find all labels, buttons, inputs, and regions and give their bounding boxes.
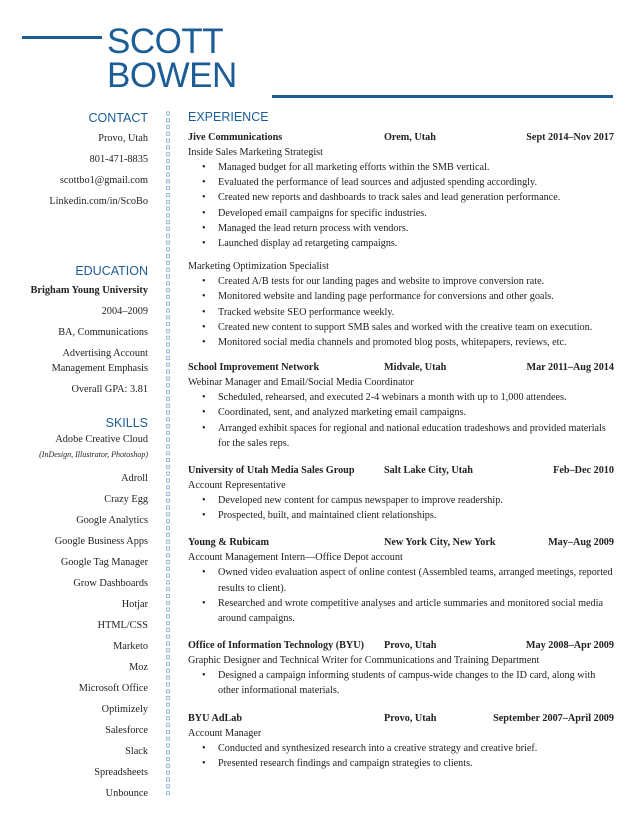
experience-section bbox=[188, 108, 614, 771]
skill-item: Optimizely bbox=[101, 704, 148, 715]
skill-item: Adroll bbox=[121, 473, 148, 484]
job-bullets bbox=[188, 668, 614, 698]
list-item: • Scheduled, rehearsed, and executed 2-4 webinars a month with up to 1,000 attendees. bbox=[188, 390, 614, 405]
list-item: • Designed a campaign informing students of campus-wide changes to the ID card, along with other informational materials. bbox=[188, 668, 614, 698]
job-entry bbox=[188, 711, 614, 771]
skill-item: Spreadsheets bbox=[94, 767, 148, 778]
education-section bbox=[20, 262, 148, 400]
skills-title: SKILLS bbox=[105, 416, 148, 430]
job-entry bbox=[188, 638, 614, 698]
skill-item: Hotjar bbox=[121, 599, 148, 610]
job-location: New York City, New York bbox=[384, 537, 496, 549]
list-item: • Monitored social media channels and promoted blog posts, whitepapers, reviews, etc. bbox=[188, 335, 614, 350]
job-bullets bbox=[188, 390, 614, 451]
list-item: • Prospected, built, and maintained client relationships. bbox=[188, 508, 614, 523]
job-entry bbox=[188, 535, 614, 626]
job-bullets bbox=[188, 741, 614, 771]
job-role: Inside Sales Marketing Strategist bbox=[188, 147, 323, 158]
education-school: Brigham Young University bbox=[30, 285, 148, 296]
first-name: SCOTT bbox=[107, 22, 224, 61]
contact-linkedin[interactable]: Linkedin.com/in/ScoBo bbox=[49, 196, 148, 207]
job-location: Orem, Utah bbox=[384, 132, 436, 143]
list-item: • Created new reports and dashboards to track sales and lead generation performance. bbox=[188, 190, 614, 205]
job-role: Webinar Manager and Email/Social Media Coordinator bbox=[188, 377, 414, 389]
job-location: Salt Lake City, Utah bbox=[384, 465, 473, 477]
job-org: Young & Rubicam bbox=[188, 537, 269, 549]
job-role: Marketing Optimization Specialist bbox=[188, 261, 329, 273]
education-emphasis-2: Management Emphasis bbox=[51, 363, 148, 374]
skill-item: Grow Dashboards bbox=[73, 578, 148, 589]
education-title: EDUCATION bbox=[75, 264, 148, 278]
job-org: University of Utah Media Sales Group bbox=[188, 465, 355, 477]
skill-item: Moz bbox=[129, 662, 148, 673]
job-location: Provo, Utah bbox=[384, 640, 437, 652]
skill-adobe-creative-cloud: Adobe Creative Cloud bbox=[55, 434, 148, 445]
dotted-divider bbox=[165, 110, 171, 795]
list-item: • Managed the lead return process with vendors. bbox=[188, 221, 614, 236]
contact-section bbox=[20, 108, 148, 212]
job-org: Jive Communications bbox=[188, 132, 283, 143]
skill-item: Microsoft Office bbox=[78, 683, 148, 694]
education-gpa: Overall GPA: 3.81 bbox=[71, 384, 148, 395]
list-item: • Conducted and synthesized research into a creative strategy and creative brief. bbox=[188, 741, 614, 756]
job-location: Midvale, Utah bbox=[384, 362, 447, 374]
contact-location: Provo, Utah bbox=[98, 133, 148, 144]
list-item: • Owned video evaluation aspect of online contest (Assembled teams, arranged meetings, reported results to client). bbox=[188, 565, 614, 595]
skill-item: Marketo bbox=[113, 641, 148, 652]
job-bullets bbox=[188, 160, 614, 251]
list-item: • Presented research findings and campaign strategies to clients. bbox=[188, 756, 614, 771]
skill-item: Crazy Egg bbox=[104, 494, 148, 505]
education-years: 2004–2009 bbox=[101, 306, 148, 317]
list-item: • Created new content to support SMB sales and worked with the creative team on execution. bbox=[188, 320, 614, 335]
education-degree: BA, Communications bbox=[58, 327, 148, 338]
job-role: Graphic Designer and Technical Writer for Communications and Training Department bbox=[188, 655, 540, 667]
job-role: Account Manager bbox=[188, 727, 262, 739]
list-item: • Developed new content for campus newspaper to improve readership. bbox=[188, 493, 614, 508]
skill-item: HTML/CSS bbox=[97, 620, 148, 631]
list-item: • Monitored website and landing page performance for conversions and other goals. bbox=[188, 289, 614, 304]
education-emphasis-1: Advertising Account bbox=[62, 348, 148, 359]
skill-item: Google Tag Manager bbox=[60, 557, 148, 568]
job-role: Account Management Intern—Office Depot account bbox=[188, 552, 403, 564]
skill-item: Google Business Apps bbox=[54, 536, 148, 547]
job-bullets bbox=[188, 493, 614, 523]
skill-item: Salesforce bbox=[105, 725, 148, 736]
job-dates: Sept 2014–Nov 2017 bbox=[526, 132, 614, 143]
job-dates: May 2008–Apr 2009 bbox=[525, 640, 614, 652]
list-item: • Developed email campaigns for specific industries. bbox=[188, 206, 614, 221]
list-item: • Researched and wrote competitive analyses and article summaries and monitored social media around campaigns. bbox=[188, 596, 614, 626]
last-name: BOWEN bbox=[107, 56, 237, 95]
list-item: • Tracked website SEO performance weekly. bbox=[188, 305, 614, 320]
job-org: BYU AdLab bbox=[188, 712, 243, 724]
contact-title: CONTACT bbox=[88, 111, 148, 125]
job-entry bbox=[188, 463, 614, 523]
skill-item: Unbounce bbox=[105, 788, 148, 799]
skill-adobe-subtitle: (InDesign, Illustrator, Photoshop) bbox=[39, 450, 148, 459]
skills-section bbox=[20, 414, 148, 804]
job-dates: May–Aug 2009 bbox=[548, 537, 614, 549]
job-org: School Improvement Network bbox=[188, 362, 320, 374]
list-item: • Arranged exhibit spaces for regional and national education tradeshows and provided materials for the sales reps. bbox=[188, 421, 614, 451]
list-item: • Created A/B tests for our landing pages and website to improve conversion rate. bbox=[188, 274, 614, 289]
list-item: • Evaluated the performance of lead sources and adjusted spending accordingly. bbox=[188, 175, 614, 190]
contact-phone: 801-471-8835 bbox=[89, 154, 148, 165]
experience-title: EXPERIENCE bbox=[188, 110, 269, 124]
job-dates: Feb–Dec 2010 bbox=[553, 465, 614, 477]
skill-item: Slack bbox=[125, 746, 148, 757]
header-rule-right bbox=[272, 95, 613, 98]
job-role: Account Representative bbox=[188, 480, 286, 492]
job-location: Provo, Utah bbox=[384, 712, 437, 724]
list-item: • Launched display ad retargeting campaigns. bbox=[188, 236, 614, 251]
job-entry bbox=[188, 360, 614, 451]
job-org: Office of Information Technology (BYU) bbox=[188, 640, 365, 652]
list-item: • Managed budget for all marketing efforts within the SMB vertical. bbox=[188, 160, 614, 175]
contact-email[interactable]: scottbo1@gmail.com bbox=[59, 175, 148, 186]
skill-item: Google Analytics bbox=[76, 515, 148, 526]
job-bullets bbox=[188, 274, 614, 350]
list-item: • Coordinated, sent, and analyzed marketing email campaigns. bbox=[188, 405, 614, 420]
job-dates: September 2007–April 2009 bbox=[493, 712, 614, 724]
job-entry bbox=[188, 130, 614, 350]
job-bullets bbox=[188, 565, 614, 626]
job-dates: Mar 2011–Aug 2014 bbox=[526, 362, 614, 374]
header-rule-left bbox=[22, 36, 102, 39]
